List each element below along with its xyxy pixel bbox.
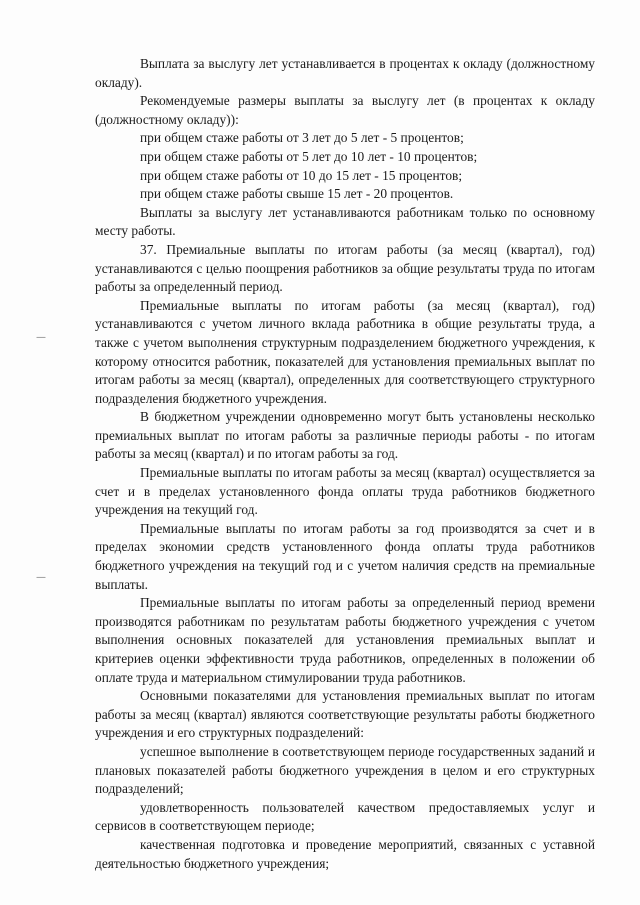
list-item: при общем стаже работы от 3 лет до 5 лет - 5 процентов; [140, 130, 464, 146]
document-body [95, 55, 595, 873]
paragraph: Основными показателями для установления премиальных выплат по итогам работы за месяц (квартал) являются соответствующие результаты работы бюджетного учреждения и его структурных подразделений: [95, 688, 595, 741]
paragraph: Выплата за выслугу лет устанавливается в процентах к окладу (должностному окладу). [95, 56, 595, 90]
paragraph: Премиальные выплаты по итогам работы за год производятся за счет и в пределах экономии средств установленного фонда оплаты труда работников бюджетного учреждения на текущий год и с учетом наличия средств на премиальные выплаты. [95, 520, 595, 592]
scan-margin-mark: — [36, 572, 46, 583]
list-item: при общем стаже работы свыше 15 лет - 20 процентов. [140, 186, 454, 202]
list-item: при общем стаже работы от 10 до 15 лет - 15 процентов; [140, 167, 463, 183]
paragraph: качественная подготовка и проведение мероприятий, связанных с уставной деятельностью бюджетного учреждения; [95, 836, 595, 871]
list-item: при общем стаже работы от 5 лет до 10 лет - 10 процентов; [140, 148, 478, 164]
paragraph: Премиальные выплаты по итогам работы за определенный период времени производятся работникам по результатам работы бюджетного учреждения с учетом выполнения основных показателей для установления премиальных выплат и критериев оценки эффективности труда работников, определенных в положении об оплате труда и материальном стимулировании труда работников. [95, 595, 595, 685]
paragraph: В бюджетном учреждении одновременно могут быть установлены несколько премиальных выплат по итогам работы за различные периоды работы - по итогам работы за месяц (квартал) и по итогам работы за год. [95, 409, 595, 462]
paragraph: Выплаты за выслугу лет устанавливаются работникам только по основному месту работы. [95, 204, 595, 239]
paragraph: 37. Премиальные выплаты по итогам работы (за месяц (квартал), год) устанавливаются с целью поощрения работников за общие результаты труда по итогам работы за определенный период. [95, 241, 595, 295]
paragraph: Премиальные выплаты по итогам работы (за месяц (квартал), год) устанавливаются с учетом личного вклада работника в общие результаты труда, а также с учетом выполнения структурным подразделением бюджетного учреждения, к которому относится работник, показателей для установления премиальных выплат по итогам работы за месяц (квартал), определенных для соответствующего структурного подразделения бюджетного учреждения. [95, 297, 595, 406]
paragraph: Премиальные выплаты по итогам работы за месяц (квартал) осуществляется за счет и в пределах установленного фонда оплаты труда работников бюджетного учреждения на текущий год. [95, 465, 595, 518]
paragraph: Рекомендуемые размеры выплаты за выслугу лет (в процентах к окладу (должностному окладу)): [95, 93, 595, 127]
paragraph: успешное выполнение в соответствующем периоде государственных заданий и плановых показателей работы бюджетного учреждения в целом и его структурных подразделений; [95, 743, 595, 797]
paragraph: удовлетворенность пользователей качеством предоставляемых услуг и сервисов в соответствующем периоде; [95, 799, 595, 834]
scan-margin-mark: — [36, 332, 46, 343]
